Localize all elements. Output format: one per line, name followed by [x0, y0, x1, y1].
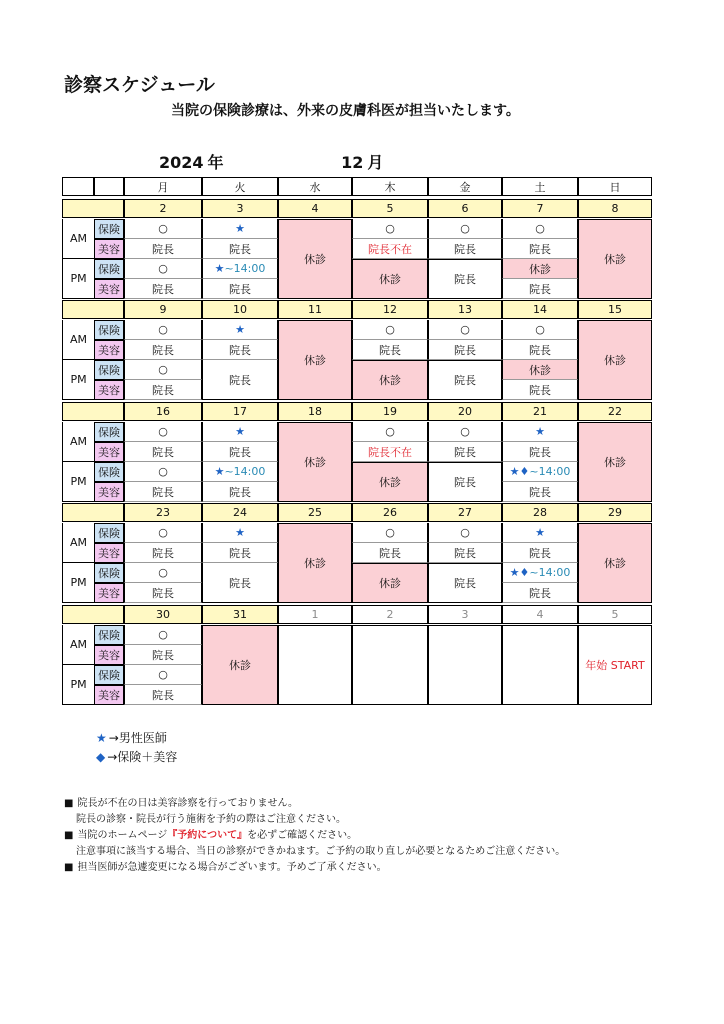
date-cell: 19: [352, 402, 428, 421]
bullet-square-icon: ■: [64, 830, 74, 841]
am-hoken-cell: ★: [202, 523, 278, 543]
hoken-label: 保険: [94, 625, 124, 645]
date-cell: 26: [352, 503, 428, 522]
closed-cell: 休診: [352, 259, 428, 299]
biyou-label: 美容: [94, 685, 124, 705]
date-cell: 29: [578, 503, 652, 522]
date-cell: 3: [428, 605, 502, 624]
am-biyou-cell: 院長不在: [352, 239, 428, 259]
closed-cell: 休診: [578, 320, 652, 400]
biyou-label: 美容: [94, 645, 124, 665]
date-cell: 2: [352, 605, 428, 624]
pm-biyou-cell: 院長: [502, 583, 578, 603]
pm-hoken-cell: [502, 462, 578, 482]
note-3-post: を必ずご確認ください。: [247, 830, 358, 841]
pm-biyou-cell: 院長: [502, 279, 578, 299]
note-4: 注意事項に該当する場合、当日の診察ができかねます。ご予約の取り直しが必要となるためご注意ください。: [76, 846, 566, 857]
legend-star-text: →男性医師: [108, 731, 167, 745]
hoken-label: 保険: [94, 259, 124, 279]
am-biyou-cell: 院長: [124, 340, 202, 360]
fri-pm-cell: 院長: [428, 563, 502, 603]
date-cell: 5: [578, 605, 652, 624]
time-text: ~14:00: [224, 465, 266, 478]
pm-biyou-cell: 院長: [124, 380, 202, 400]
empty-cell: [428, 625, 502, 705]
tue-pm-cell: 院長: [202, 360, 278, 400]
date-cell: 23: [124, 503, 202, 522]
page-subtitle: 当院の保険診療は、外来の皮膚科医が担当いたします。: [171, 103, 520, 119]
closed-cell: 休診: [578, 219, 652, 299]
hoken-label: 保険: [94, 665, 124, 685]
am-biyou-cell: 院長: [202, 239, 278, 259]
date-cell: 17: [202, 402, 278, 421]
am-hoken-cell: ○: [352, 320, 428, 340]
am-biyou-cell: 院長: [202, 543, 278, 563]
date-row-spacer: [62, 402, 124, 421]
pm-biyou-cell: 院長: [124, 583, 202, 603]
month: 12: [341, 153, 364, 172]
date-row-spacer: [62, 199, 124, 218]
date-cell: 18: [278, 402, 352, 421]
date-cell: 27: [428, 503, 502, 522]
hoken-label: 保険: [94, 219, 124, 239]
biyou-label: 美容: [94, 239, 124, 259]
weekday-header: 土: [502, 177, 578, 196]
am-biyou-cell: 院長: [502, 340, 578, 360]
weekday-header: 水: [278, 177, 352, 196]
am-hoken-cell: ○: [124, 422, 202, 442]
am-hoken-cell: ○: [428, 219, 502, 239]
closed-cell: 休診: [278, 219, 352, 299]
pm-hoken-cell: [502, 563, 578, 583]
closed-cell: 休診: [278, 422, 352, 502]
pm-hoken-cell: 休診: [502, 360, 578, 380]
biyou-label: 美容: [94, 482, 124, 502]
closed-cell: 休診: [278, 523, 352, 603]
note-3: [64, 828, 565, 844]
date-cell: 25: [278, 503, 352, 522]
star-icon: ★: [214, 262, 225, 275]
am-biyou-cell: 院長: [428, 543, 502, 563]
hoken-label: 保険: [94, 563, 124, 583]
am-biyou-cell: 院長: [502, 239, 578, 259]
am-biyou-cell: 院長: [352, 340, 428, 360]
pm-label: PM: [62, 462, 94, 502]
star-icon: ★: [214, 465, 225, 478]
am-hoken-cell: ○: [124, 625, 202, 645]
year-label: 年: [207, 153, 224, 172]
fri-pm-cell: 院長: [428, 360, 502, 400]
closed-cell: 休診: [202, 625, 278, 705]
am-hoken-cell: ★: [202, 219, 278, 239]
pm-label: PM: [62, 563, 94, 603]
date-cell: 4: [502, 605, 578, 624]
am-hoken-cell: ○: [502, 219, 578, 239]
date-cell: 6: [428, 199, 502, 218]
year-month: [159, 150, 383, 173]
pm-hoken-cell: ○: [124, 665, 202, 685]
hoken-label: 保険: [94, 523, 124, 543]
am-hoken-cell: ○: [502, 320, 578, 340]
weekday-header: 日: [578, 177, 652, 196]
time-text: ~14:00: [529, 465, 571, 478]
pm-biyou-cell: 院長: [124, 685, 202, 705]
date-cell: 3: [202, 199, 278, 218]
hoken-label: 保険: [94, 422, 124, 442]
date-row-spacer: [62, 503, 124, 522]
hoken-label: 保険: [94, 320, 124, 340]
note-1: [64, 796, 565, 812]
am-label: AM: [62, 625, 94, 665]
fri-pm-cell: 院長: [428, 462, 502, 502]
pm-biyou-cell: 院長: [502, 482, 578, 502]
closed-cell: 休診: [578, 523, 652, 603]
year: 2024: [159, 153, 204, 172]
pm-hoken-cell: ○: [124, 360, 202, 380]
pm-hoken-cell: [202, 462, 278, 482]
closed-cell: 休診: [578, 422, 652, 502]
note-1-text: 院長が不在の日は美容診察を行っておりません。: [77, 798, 299, 809]
month-label: 月: [367, 153, 384, 172]
time-text: ~14:00: [529, 566, 571, 579]
date-cell: 20: [428, 402, 502, 421]
biyou-label: 美容: [94, 380, 124, 400]
date-cell: 15: [578, 300, 652, 319]
date-cell: 10: [202, 300, 278, 319]
weekday-header: 火: [202, 177, 278, 196]
am-hoken-cell: ○: [352, 422, 428, 442]
closed-cell: 休診: [352, 360, 428, 400]
weekday-header: 金: [428, 177, 502, 196]
biyou-label: 美容: [94, 583, 124, 603]
pm-biyou-cell: 院長: [124, 279, 202, 299]
closed-cell: 休診: [278, 320, 352, 400]
am-hoken-cell: ★: [502, 523, 578, 543]
am-biyou-cell: 院長: [428, 442, 502, 462]
reservation-link[interactable]: 『予約について』: [167, 830, 248, 841]
header-empty-cell: [94, 177, 124, 196]
am-hoken-cell: ★: [502, 422, 578, 442]
date-cell: 28: [502, 503, 578, 522]
bullet-square-icon: ■: [64, 862, 74, 873]
pm-biyou-cell: 院長: [124, 482, 202, 502]
am-biyou-cell: 院長: [202, 442, 278, 462]
legend-star: [96, 729, 167, 746]
bullet-square-icon: ■: [64, 798, 74, 809]
am-biyou-cell: 院長不在: [352, 442, 428, 462]
biyou-label: 美容: [94, 279, 124, 299]
date-cell: 13: [428, 300, 502, 319]
am-biyou-cell: 院長: [428, 239, 502, 259]
pm-biyou-cell: 院長: [202, 482, 278, 502]
am-biyou-cell: 院長: [124, 239, 202, 259]
date-cell: 16: [124, 402, 202, 421]
date-cell: 14: [502, 300, 578, 319]
hoken-label: 保険: [94, 462, 124, 482]
pm-biyou-cell: 院長: [502, 380, 578, 400]
note-5-text: 担当医師が急遽変更になる場合がございます。予めご了承ください。: [77, 862, 387, 873]
pm-label: PM: [62, 259, 94, 299]
date-cell: 11: [278, 300, 352, 319]
am-biyou-cell: 院長: [352, 543, 428, 563]
diamond-icon: ◆: [96, 750, 106, 764]
pm-hoken-cell: ○: [124, 462, 202, 482]
empty-cell: [502, 625, 578, 705]
note-5: [64, 860, 565, 876]
star-icon: ★: [96, 731, 107, 745]
date-cell: 12: [352, 300, 428, 319]
am-hoken-cell: ○: [428, 320, 502, 340]
tue-pm-cell: 院長: [202, 563, 278, 603]
pm-hoken-cell: ○: [124, 563, 202, 583]
legend-diamond: [96, 748, 177, 765]
notes: [64, 796, 565, 876]
am-hoken-cell: ○: [428, 523, 502, 543]
pm-label: PM: [62, 665, 94, 705]
star-icon: ★♦: [509, 465, 530, 478]
date-row-spacer: [62, 605, 124, 624]
am-hoken-cell: ★: [202, 320, 278, 340]
am-biyou-cell: 院長: [124, 442, 202, 462]
date-cell: 21: [502, 402, 578, 421]
am-label: AM: [62, 523, 94, 563]
date-row-spacer: [62, 300, 124, 319]
closed-cell: 休診: [352, 563, 428, 603]
am-label: AM: [62, 422, 94, 462]
am-biyou-cell: 院長: [428, 340, 502, 360]
time-text: ~14:00: [224, 262, 266, 275]
note-3-pre: 当院のホームページ: [77, 830, 168, 841]
date-cell: 9: [124, 300, 202, 319]
hoken-label: 保険: [94, 360, 124, 380]
date-cell: 24: [202, 503, 278, 522]
fri-pm-cell: 院長: [428, 259, 502, 299]
am-hoken-cell: ○: [352, 219, 428, 239]
am-hoken-cell: ★: [202, 422, 278, 442]
closed-cell: 休診: [352, 462, 428, 502]
pm-hoken-cell: 休診: [502, 259, 578, 279]
biyou-label: 美容: [94, 442, 124, 462]
date-cell: 2: [124, 199, 202, 218]
biyou-label: 美容: [94, 543, 124, 563]
weekday-header: 木: [352, 177, 428, 196]
pm-biyou-cell: 院長: [202, 279, 278, 299]
am-label: AM: [62, 219, 94, 259]
am-biyou-cell: 院長: [502, 543, 578, 563]
pm-hoken-cell: ○: [124, 259, 202, 279]
page-title: 診察スケジュール: [64, 74, 215, 96]
date-cell: 22: [578, 402, 652, 421]
pm-label: PM: [62, 360, 94, 400]
pm-hoken-cell: [202, 259, 278, 279]
date-cell: 7: [502, 199, 578, 218]
am-hoken-cell: ○: [428, 422, 502, 442]
note-2: 院長の診察・院長が行う施術を予約の際はご注意ください。: [76, 814, 346, 825]
header-empty-cell: [62, 177, 94, 196]
am-biyou-cell: 院長: [124, 543, 202, 563]
date-cell: 31: [202, 605, 278, 624]
weekday-header: 月: [124, 177, 202, 196]
am-label: AM: [62, 320, 94, 360]
date-cell: 4: [278, 199, 352, 218]
am-biyou-cell: 院長: [502, 442, 578, 462]
date-cell: 30: [124, 605, 202, 624]
date-cell: 8: [578, 199, 652, 218]
am-hoken-cell: ○: [124, 523, 202, 543]
am-biyou-cell: 院長: [124, 645, 202, 665]
am-hoken-cell: ○: [352, 523, 428, 543]
am-hoken-cell: ○: [124, 219, 202, 239]
am-biyou-cell: 院長: [202, 340, 278, 360]
biyou-label: 美容: [94, 340, 124, 360]
empty-cell: [278, 625, 352, 705]
date-cell: 1: [278, 605, 352, 624]
date-cell: 5: [352, 199, 428, 218]
legend-diamond-text: →保険＋美容: [107, 750, 178, 764]
am-hoken-cell: ○: [124, 320, 202, 340]
new-year-start-cell: 年始 START: [578, 625, 652, 705]
empty-cell: [352, 625, 428, 705]
star-icon: ★♦: [509, 566, 530, 579]
